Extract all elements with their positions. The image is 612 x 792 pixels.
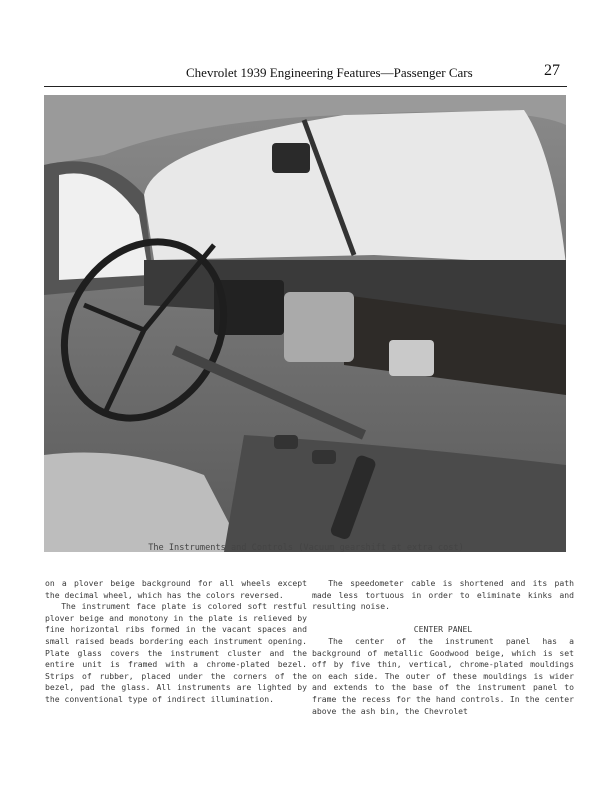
running-header: Chevrolet 1939 Engineering Features—Passenger Cars [186,65,473,80]
paragraph: The speedometer cable is shortened and its path made less tortuous in order to eliminate kinks and resulting noise. [312,578,574,612]
paragraph: The center of the instrument panel has a background of metallic Goodwood beige, which is set off by five thin, vertical, chrome-plated mouldings on each side. The outer of these mouldings is wider and extends to the base of the instrument panel to frame the recess for the hand controls. In the center above the ash bin, the Chevrolet [312,635,574,716]
section-heading: CENTER PANEL [413,624,473,635]
paragraph: The instrument face plate is colored soft restful plover beige and monotony in the plate is relieved by fine horizontal ribs formed in the vacant spaces and small raised beads bordering each instrument opening. Plate glass covers the instrument cluster and the entire unit is framed with a chrome-plated bezel. Strips of rubber, placed under the corners of the bezel, pad the glass. All instruments are lighted by the conventional type of indirect illumination. [45,601,307,704]
header-rule [44,86,567,87]
page-number: 27 [544,62,560,79]
right-column [312,578,574,717]
paragraph: on a plover beige background for all wheels except the decimal wheel, which has the colors reversed. [45,578,307,600]
dashboard-photo [44,95,566,552]
figure-caption: The Instruments and Controls (Vacuum gearshift at extra cost) [148,543,464,553]
left-column [45,578,307,706]
